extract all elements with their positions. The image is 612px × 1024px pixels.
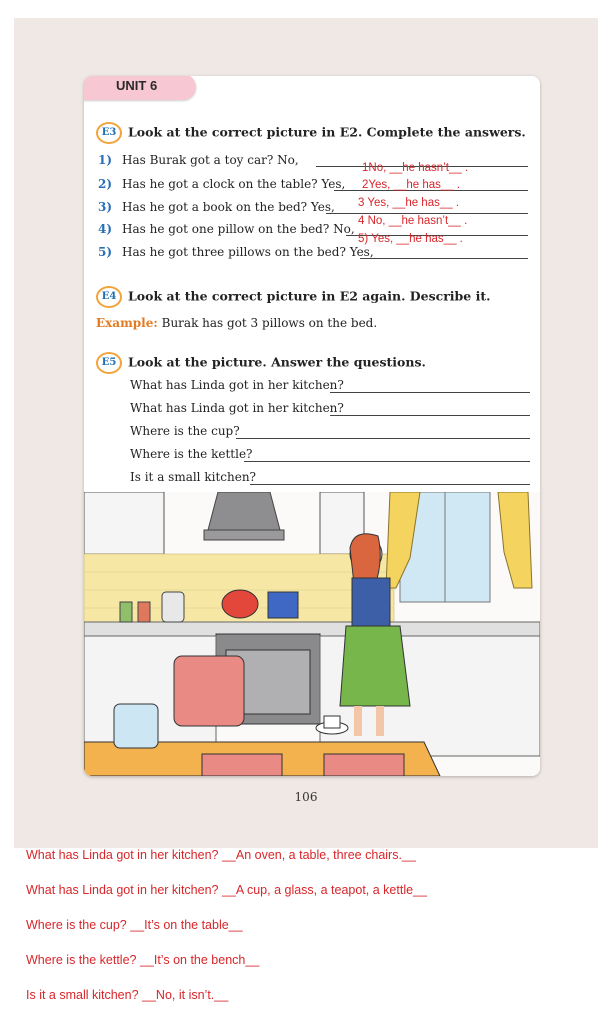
answer-line [330,415,530,416]
handwritten-answer-5: Is it a small kitchen? __No, it isn’t.__ [26,988,229,1002]
answer-line [236,438,530,439]
answer-line [326,213,528,214]
answer-line [360,258,528,259]
handwritten-answer-2: What has Linda got in her kitchen? __A cup, a glass, a teapot, a kettle__ [26,883,427,897]
e3-question-3: 3) Has he got a book on the bed? Yes, [98,200,335,214]
e3-answer-1: 1No, __he hasn’t__ . [362,162,469,174]
e4-title: Look at the correct picture in E2 again. Describe it. [128,288,491,304]
answer-line [244,461,530,462]
e5-question-2: What has Linda got in her kitchen? [130,401,344,415]
e3-question-4: 4) Has he got one pillow on the bed? No, [98,222,355,236]
e3-question-1: 1) Has Burak got a toy car? No, [98,153,299,167]
kitchen-illustration [84,492,540,776]
e5-question-3: Where is the cup? [130,424,240,438]
textbook-page [84,76,540,776]
e5-badge: E5 [96,352,122,374]
e3-answer-5: 5) Yes, __he has__ . [358,233,463,245]
e4-heading [96,286,490,308]
answer-line [330,392,530,393]
e5-question-4: Where is the kettle? [130,447,253,461]
handwritten-answer-3: Where is the cup? __It’s on the table__ [26,918,243,932]
handwritten-answer-1: What has Linda got in her kitchen? __An oven, a table, three chairs.__ [26,848,416,862]
e3-answer-4: 4 No, __he hasn’t__ . [358,215,468,227]
e4-badge: E4 [96,286,122,308]
page-number: 106 [294,790,318,804]
e3-question-5: 5) Has he got three pillows on the bed? Yes, [98,245,374,259]
e4-example: Example: Burak has got 3 pillows on the bed. [96,316,378,330]
e5-title: Look at the picture. Answer the questions. [128,354,426,370]
e3-question-2: 2) Has he got a clock on the table? Yes, [98,177,346,191]
unit-label: UNIT 6 [116,78,158,93]
e3-heading [96,122,526,144]
handwritten-answer-4: Where is the kettle? __It’s on the bench__ [26,953,260,967]
e3-badge: E3 [96,122,122,144]
e3-title: Look at the correct picture in E2. Complete the answers. [128,124,526,140]
e5-question-5: Is it a small kitchen? [130,470,256,484]
e3-answer-2: 2Yes, __he has__ . [362,179,461,191]
e5-question-1: What has Linda got in her kitchen? [130,378,344,392]
e3-answer-3: 3 Yes, __he has__ . [358,197,460,209]
e5-heading [96,352,426,374]
answer-line [250,484,530,485]
unit-tab [84,76,196,100]
